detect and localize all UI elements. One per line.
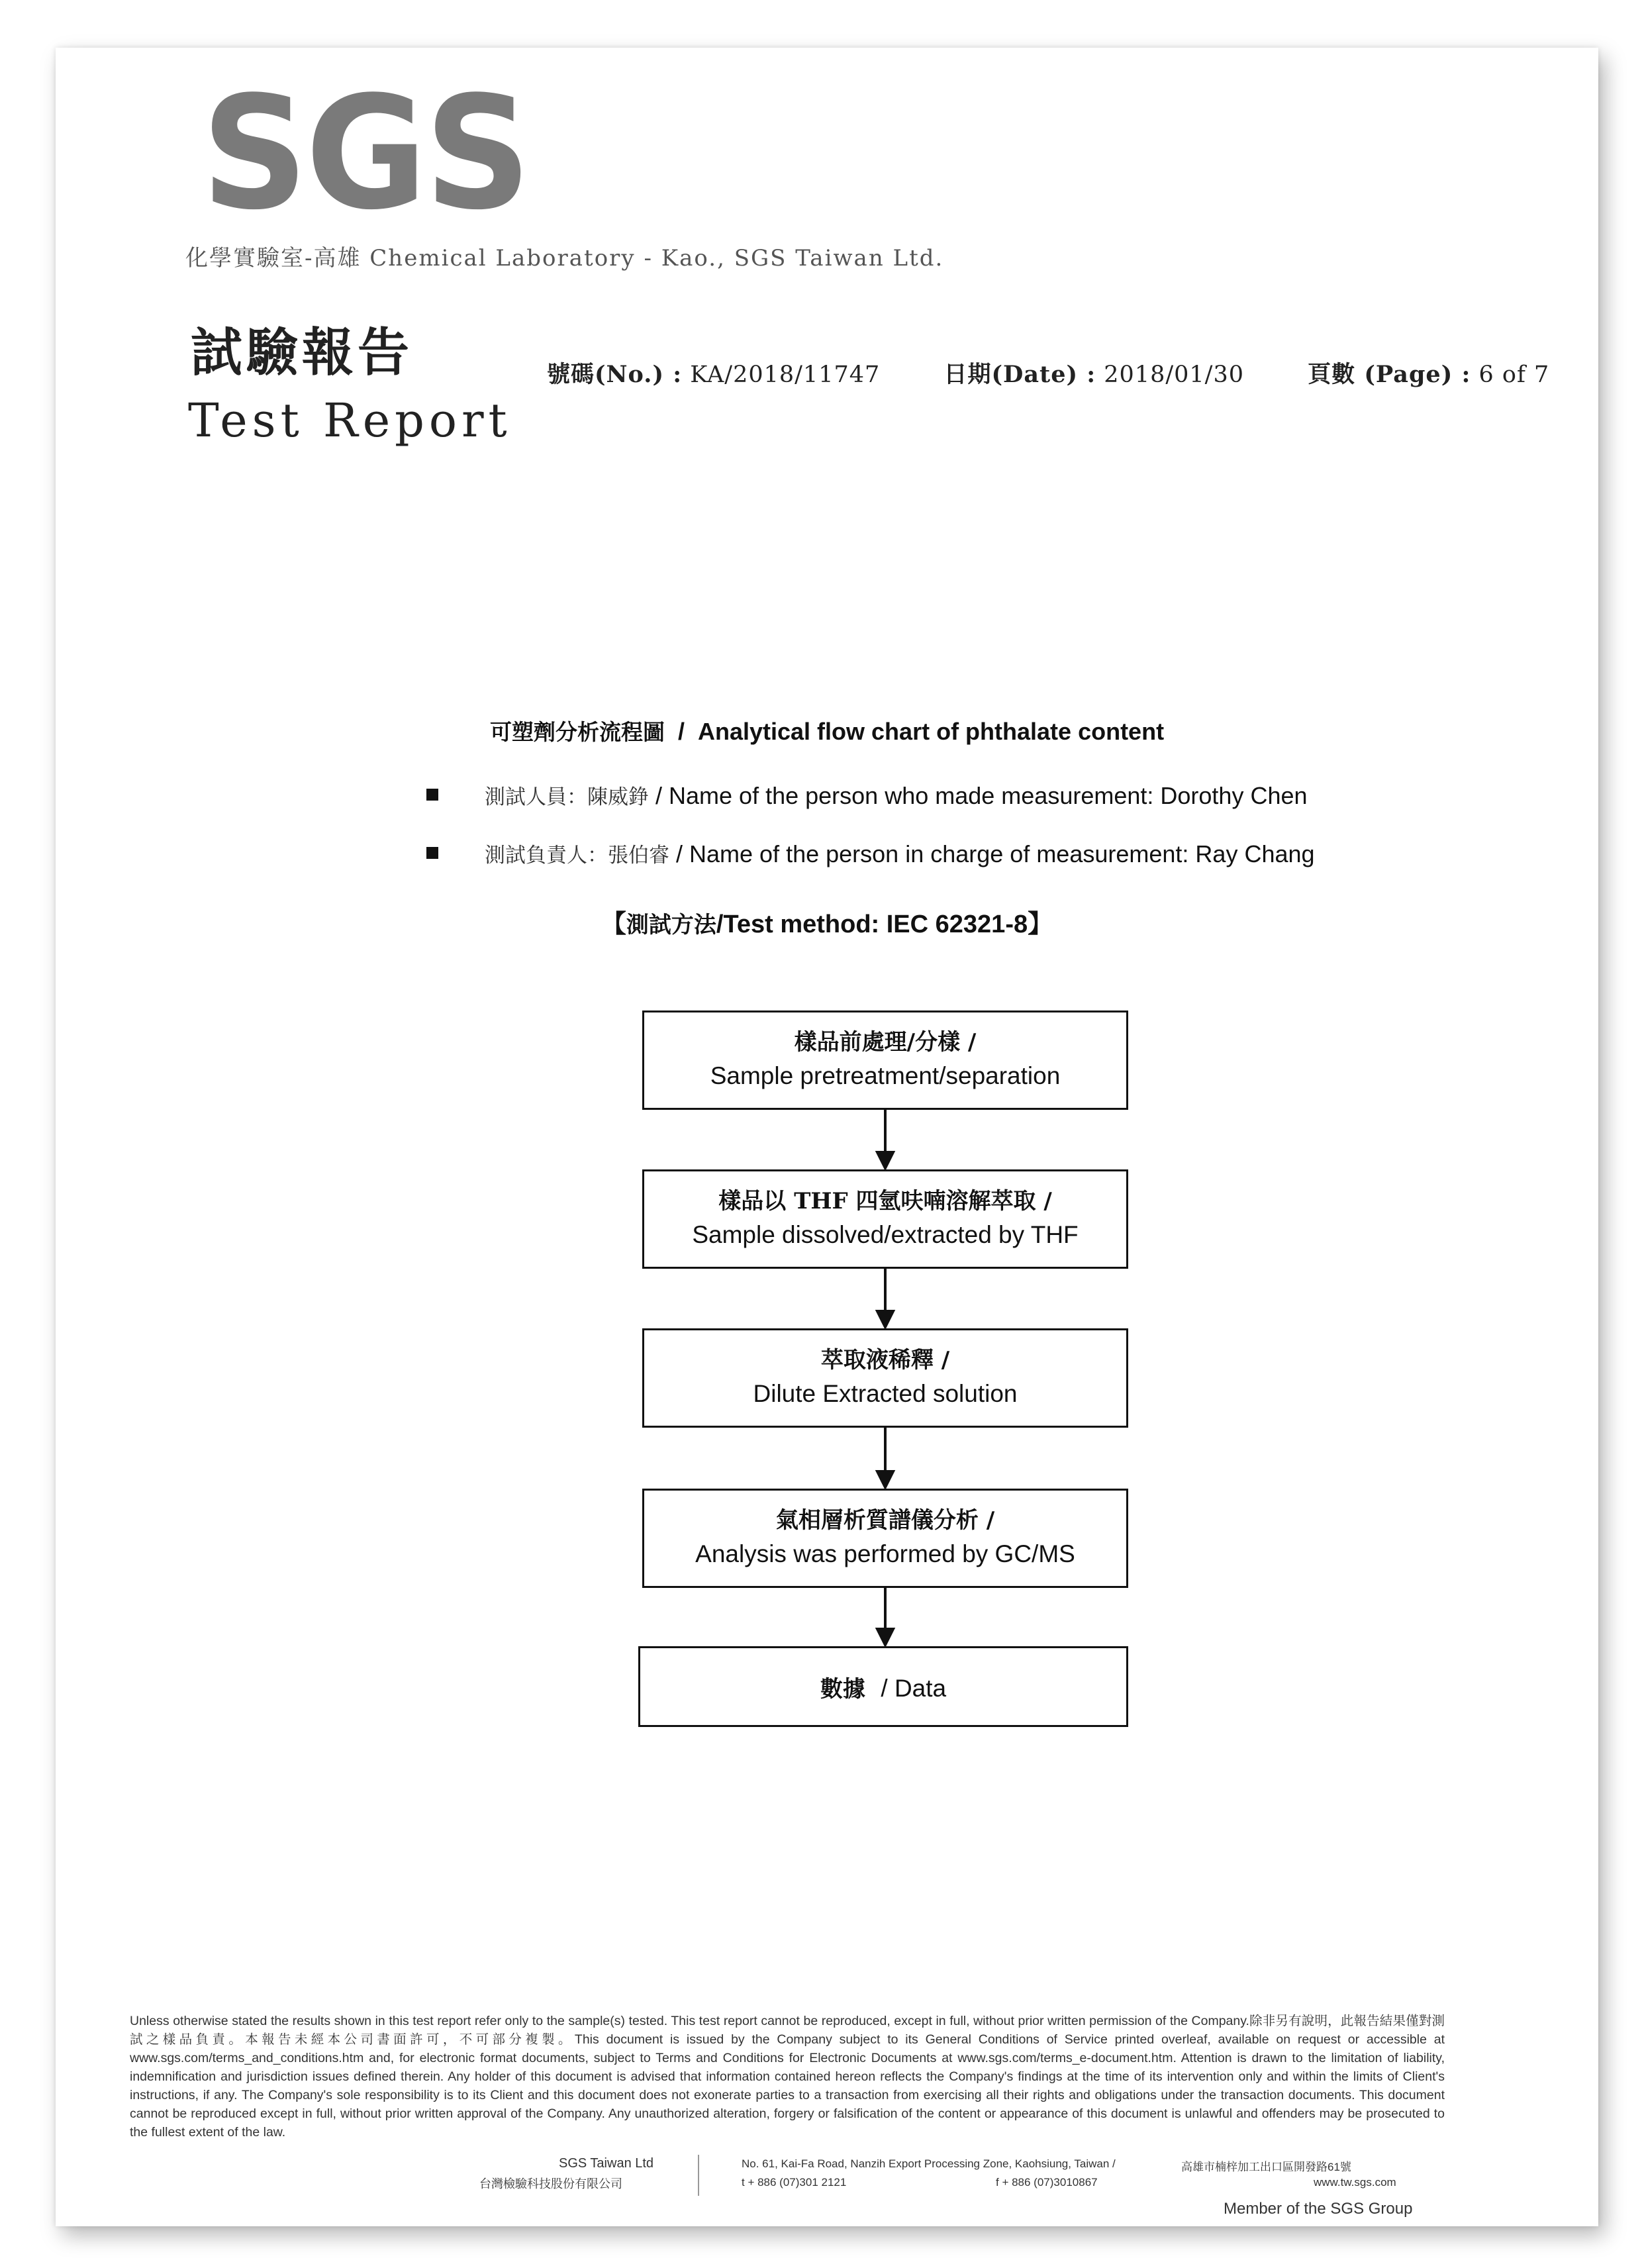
company-website[interactable]: www.tw.sgs.com (1314, 2176, 1396, 2189)
disclaimer-text: Unless otherwise stated the results shown in this test report refer only to the sample(s) tested. This test report cannot be reproduced, except in full, without prior written permission of the Company.除非另有說明，此報告結果僅對測試之樣品負責。本報告未經本公司書面許可，不可部分複製。This document is issued by the Company subject to its General Conditions of Service printed overleaf, available on request or accessible at www.sgs.com/terms_and_conditions.htm and, for electronic format documents, subject to Terms and Conditions for Electronic Documents at www.sgs.com/terms_e-document.htm. Attention is drawn to the limitation of liability, indemnification and jurisdiction issues defined therein. Any holder of this document is advised that information contained hereon reflects the Company's findings at the time of its intervention only and within the limits of Client's instructions, if any. The Company's sole responsibility is to its Client and this document does not exonerate parties to a transaction from exercising all their rights and obligations under the transaction documents. This document cannot be reproduced except in full, without prior written approval of the Company. Any unauthorized alteration, forgery or falsification of the content or appearance of this document is unlawful and offenders may be prosecuted to the fullest extent of the law. (130, 2014, 1445, 2140)
flowchart-arrows (56, 48, 1598, 2226)
flowchart-heading-en: Analytical flow chart of phthalate content (697, 718, 1165, 745)
flow-step-2-en: Sample dissolved/extracted by THF (692, 1220, 1079, 1248)
flow-step-2-zh: 樣品以 THF 四氫呋喃溶解萃取 / (718, 1188, 1052, 1215)
method-bracket-close: 】 (1028, 911, 1053, 938)
flow-step-1-en: Sample pretreatment/separation (710, 1061, 1061, 1089)
method-en: /Test method: IEC 62321-8 (716, 911, 1028, 938)
supervisor-en: / Name of the person in charge of measurement: Ray Chang (676, 840, 1315, 867)
method-bracket-open: 【 (601, 911, 626, 938)
arrow-2-head (877, 1311, 893, 1327)
laboratory-name: 化學實驗室-高雄 Chemical Laboratory - Kao., SGS Taiwan Ltd. (185, 245, 944, 271)
report-no: KA/2018/11747 (690, 362, 881, 388)
company-address-zh: 高雄市楠梓加工出口區開發路61號 (1181, 2161, 1351, 2173)
company-name-en: SGS Taiwan Ltd (559, 2156, 654, 2171)
page-number: 6 of 7 (1478, 362, 1550, 388)
report-title-zh: 試驗報告 (191, 322, 414, 383)
report-no-label: 號碼(No.) : (547, 361, 683, 388)
flow-step-1-zh: 樣品前處理/分樣 / (794, 1029, 977, 1056)
report-title-en: Test Report (188, 393, 512, 448)
flowchart-heading-zh: 可塑劑分析流程圖 (489, 719, 665, 745)
flow-step-4-zh: 氣相層析質譜儀分析 / (775, 1507, 995, 1534)
footer-divider (698, 2155, 699, 2196)
measurer-en: / Name of the person who made measurement: Dorothy Chen (655, 782, 1308, 809)
flow-step-3-zh: 萃取液稀釋 / (820, 1347, 950, 1374)
company-phone: t + 886 (07)301 2121 (742, 2176, 847, 2189)
sgs-logo: SGS (201, 62, 529, 244)
flowchart-heading-sep: / (677, 718, 685, 745)
arrow-1-head (877, 1152, 893, 1168)
report-page (56, 48, 1598, 2226)
flow-step-4-en: Analysis was performed by GC/MS (695, 1540, 1075, 1567)
sgs-group-member: Member of the SGS Group (1224, 2200, 1413, 2218)
arrow-3-head (877, 1471, 893, 1487)
company-fax: f + 886 (07)3010867 (996, 2176, 1098, 2189)
date-label: 日期(Date) : (943, 361, 1096, 388)
arrow-4-head (877, 1629, 893, 1645)
measurer-zh: 測試人員：陳威錚 (485, 785, 649, 809)
flow-step-final-zh: 數據 (820, 1675, 865, 1702)
report-date: 2018/01/30 (1104, 362, 1245, 388)
flow-step-3-en: Dilute Extracted solution (753, 1379, 1018, 1407)
page-label: 頁數 (Page) : (1308, 361, 1471, 388)
company-name-zh: 台灣檢驗科技股份有限公司 (479, 2177, 622, 2191)
flow-step-final-en: / Data (881, 1674, 947, 1702)
company-address-en: No. 61, Kai-Fa Road, Nanzih Export Processing Zone, Kaohsiung, Taiwan / (742, 2157, 1116, 2170)
supervisor-zh: 測試負責人：張伯睿 (485, 844, 669, 867)
method-zh: 測試方法 (626, 912, 716, 938)
